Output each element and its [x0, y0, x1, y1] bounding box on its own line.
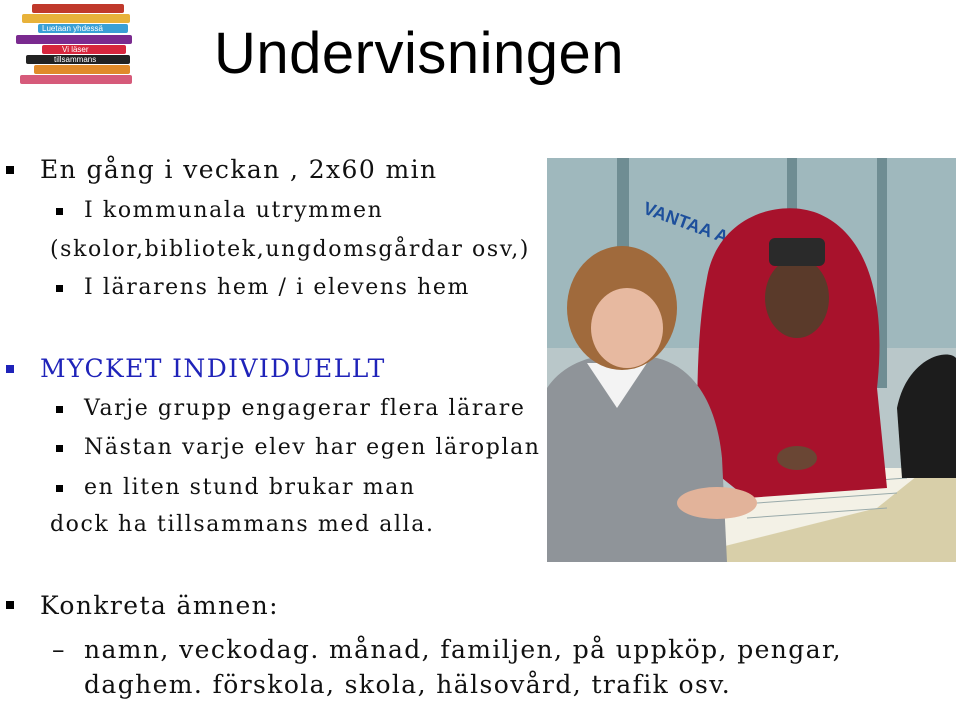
- sub-bullet-own-curriculum: Nästan varje elev har egen läroplan: [84, 435, 541, 460]
- sub-bullet-groups-teachers: Varje grupp engagerar flera lärare: [84, 396, 526, 421]
- sub-bullet-municipal-spaces: I kommunala utrymmen: [84, 198, 384, 223]
- bullet-square-icon: [56, 485, 63, 492]
- bullet-square-icon: [6, 601, 14, 609]
- bullet-individual: MYCKET INDIVIDUELLT: [40, 354, 386, 383]
- bullet-square-icon: [56, 208, 63, 215]
- bullet-concrete-topics: Konkreta ämnen:: [40, 591, 279, 620]
- dash-marker: –: [52, 635, 66, 664]
- logo-strip-1: Luetaan yhdessä: [42, 24, 103, 33]
- bullet-square-icon: [6, 166, 14, 174]
- logo-book: [32, 4, 124, 13]
- logo: [12, 4, 144, 84]
- photo-illustration: [547, 158, 956, 562]
- logo-book: [20, 75, 132, 84]
- logo-strip-2: Vi läser: [62, 45, 89, 54]
- bullet-square-icon: [56, 285, 63, 292]
- logo-strip-3: tillsammans: [54, 55, 97, 64]
- topics-list-cont: daghem. förskola, skola, hälsovård, trafik osv.: [84, 670, 732, 699]
- bullet-square-icon: [56, 406, 63, 413]
- bullet-meeting-frequency: En gång i veckan , 2x60 min: [40, 155, 438, 184]
- logo-book: [16, 35, 132, 44]
- logo-book: [34, 65, 130, 74]
- sub-bullet-home: I lärarens hem / i elevens hem: [84, 275, 470, 300]
- classroom-photo: [547, 158, 956, 562]
- topics-list: namn, veckodag. månad, familjen, på uppköp, pengar,: [84, 635, 842, 664]
- bullet-square-icon: [56, 445, 63, 452]
- page-title: Undervisningen: [214, 21, 625, 86]
- sub-bullet-municipal-spaces-examples: (skolor,bibliotek,ungdomsgårdar osv,): [50, 237, 530, 262]
- sub-bullet-together-cont: dock ha tillsammans med alla.: [50, 512, 435, 537]
- logo-book: [22, 14, 130, 23]
- bullet-square-icon: [6, 365, 14, 373]
- sub-bullet-together: en liten stund brukar man: [84, 475, 416, 500]
- window-sign-text: VANTAA: [640, 197, 715, 242]
